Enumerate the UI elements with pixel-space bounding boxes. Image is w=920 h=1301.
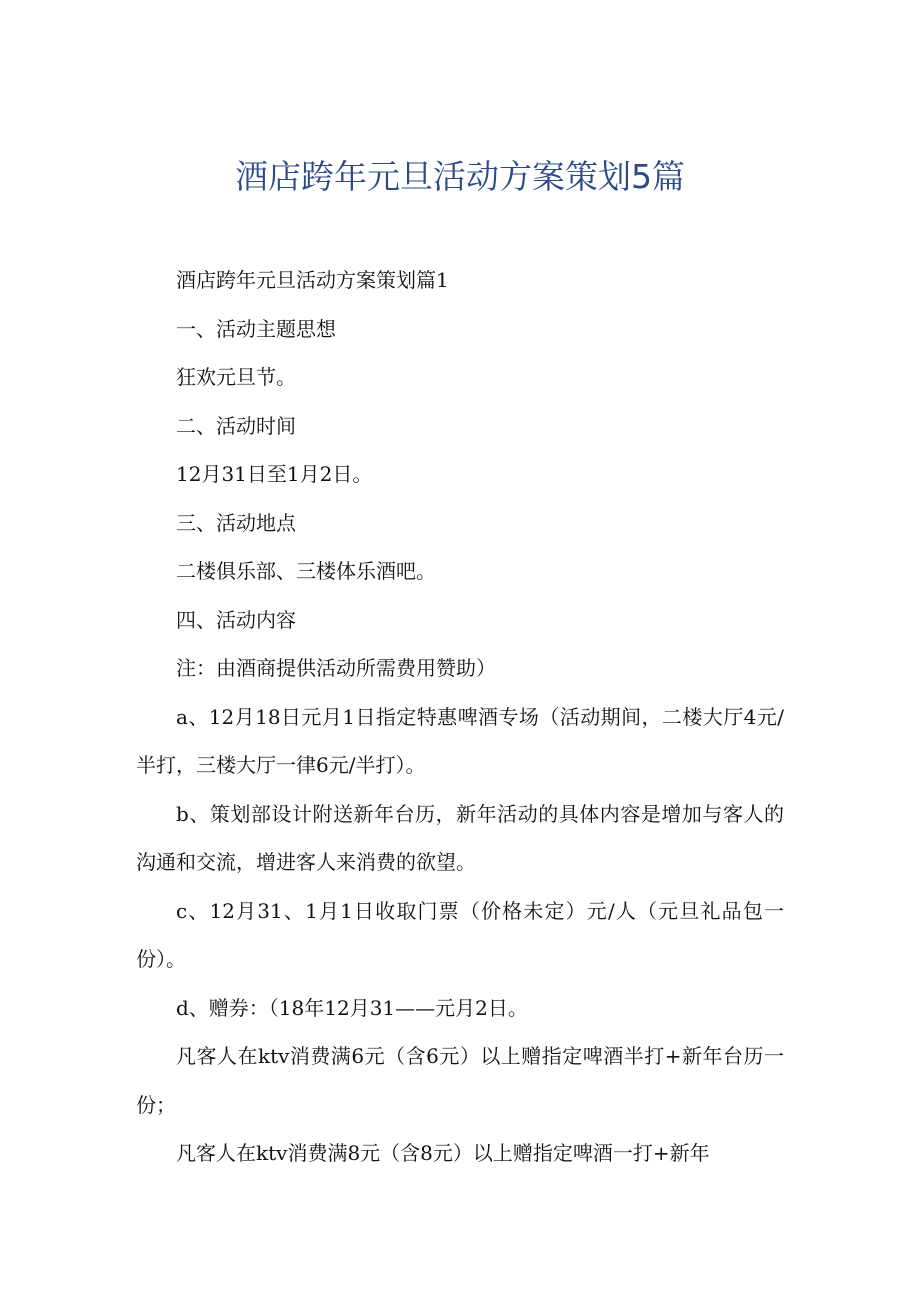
paragraph: 狂欢元旦节。 — [176, 365, 296, 389]
paragraph: 凡客人在ktv消费满6元（含6元）以上赠指定啤酒半打+新年台历一份； — [136, 1044, 784, 1117]
section-heading: 四、活动内容 — [176, 607, 296, 632]
paragraph: 凡客人在ktv消费满8元（含8元）以上赠指定啤酒一打+新年 — [176, 1141, 710, 1165]
paragraph: 12月31日至1月2日。 — [176, 462, 373, 486]
paragraph: 注：由酒商提供活动所需费用赞助） — [176, 656, 496, 680]
section-heading: 二、活动时间 — [176, 413, 296, 438]
section-heading: 一、活动主题思想 — [176, 316, 336, 341]
paragraph: 二楼俱乐部、三楼体乐酒吧。 — [176, 559, 436, 583]
section-heading: 三、活动地点 — [176, 510, 296, 535]
paragraph: d、赠券：（18年12月31——元月2日。 — [176, 995, 528, 1020]
paragraph: b、策划部设计附送新年台历，新年活动的具体内容是增加与客人的沟通和交流，增进客人来消费的欲望。 — [136, 801, 784, 874]
document-body — [136, 256, 784, 1178]
paragraph: c、12月31、1月1日收取门票（价格未定）元/人（元旦礼品包一份）。 — [136, 898, 784, 971]
document-title: 酒店跨年元旦活动方案策划5篇 — [235, 157, 685, 196]
paragraph: 酒店跨年元旦活动方案策划篇1 — [176, 268, 449, 292]
paragraph: a、12月18日元月1日指定特惠啤酒专场（活动期间，二楼大厅4元/半打，三楼大厅一律6元/半打）。 — [136, 704, 784, 777]
